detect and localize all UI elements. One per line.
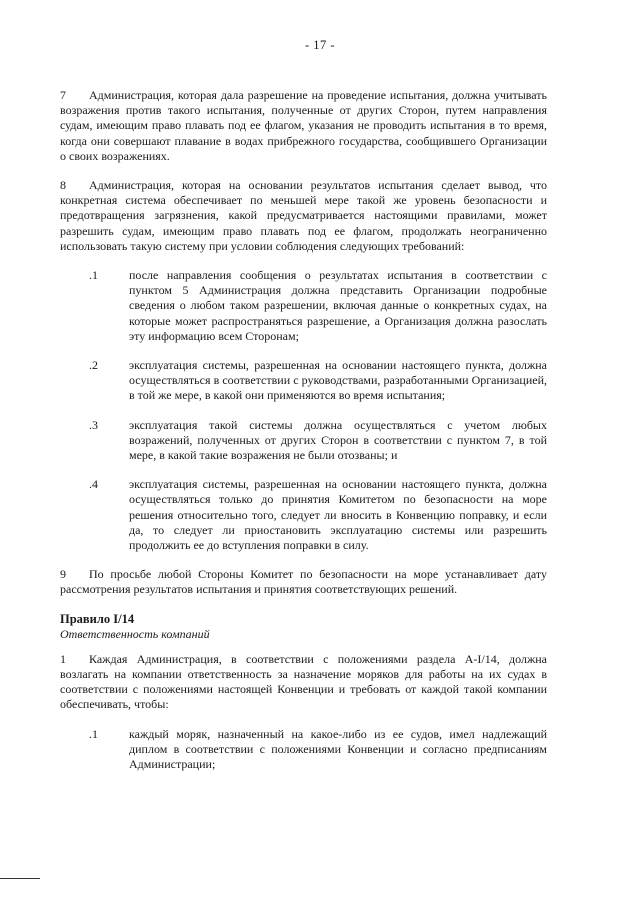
paragraph-text: Администрация, которая дала разрешение на проведение испытания, должна учитывать возражения против такого испытания, полученные от других Сторон, путем направления судам, имеющим право плавать под ее флагом, указания не проводить испытания в то время, когда они совершают плавание в водах прибрежного государства, сообщившего Организации о своих возражениях. <box>60 88 547 163</box>
paragraph-number: 1 <box>60 651 66 666</box>
rule-subtitle: Ответственность компаний <box>60 626 210 641</box>
page-content <box>60 88 547 786</box>
subitem-8-4 <box>60 477 547 553</box>
subitem-number: .4 <box>89 477 98 492</box>
paragraph-number: 7 <box>60 88 66 102</box>
subitem-number: .1 <box>89 726 98 741</box>
subitem-text: эксплуатация системы, разрешенная на основании настоящего пункта, должна осуществляться в соответствии с руководствами, разработанными Организацией, в той же мере, в какой они применяются во время испытания; <box>129 358 547 403</box>
rule-paragraph-1 <box>60 652 547 713</box>
subitem-text: после направления сообщения о результатах испытания в соответствии с пунктом 5 Администрация должна представить Организации подробные сведения о любом таком разрешении, включая данные о конкретных судах, на которые может распространяться разрешение, а Организация должна разослать эту информацию всем Сторонам; <box>129 268 547 343</box>
subitem-number: .1 <box>89 268 98 283</box>
paragraph-number: 8 <box>60 178 66 193</box>
paragraph-number: 9 <box>60 567 66 582</box>
subitem-number: .2 <box>89 358 98 373</box>
page-number: - 17 - <box>304 38 336 52</box>
rule-subitem-1 <box>60 727 547 773</box>
rule-title: Правило I/14 <box>60 611 135 626</box>
subitem-8-2 <box>60 358 547 404</box>
paragraph-text: Каждая Администрация, в соответствии с положениями раздела A-I/14, должна возлагать на компании ответственность за назначение моряков для работы на их судах в соответствии с положениями настоящей Конвенции и требовать от каждой такой компании обеспечивать, чтобы: <box>60 651 547 712</box>
subitem-number: .3 <box>89 417 98 432</box>
paragraph-8 <box>60 178 547 254</box>
paragraph-text: По просьбе любой Стороны Комитет по безопасности на море устанавливает дату рассмотрения результатов испытания и принятия соответствующих решений. <box>60 567 547 597</box>
subitem-text: эксплуатация системы, разрешенная на основании настоящего пункта, должна осуществляться только до принятия Комитетом по безопасности на море решения относительно того, следует ли вносить в Конвенцию поправку, и если да, то следует ли приостановить эксплуатацию системы или разрешить продолжить ее до вступления поправки в силу. <box>129 477 547 553</box>
paragraph-7 <box>60 88 547 164</box>
subitem-text: каждый моряк, назначенный на какое-либо из ее судов, имел надлежащий диплом в соответствии с положениями Конвенции и согласно предписаниям Администрации; <box>129 726 547 771</box>
paragraph-text: Администрация, которая на основании результатов испытания сделает вывод, что конкретная система обеспечивает по меньшей мере такой же уровень безопасности и предотвращения загрязнения, какой предусматривается настоящими правилами, может разрешить судам, имеющим право плавать под ее флагом, продолжать неограниченно использовать такую систему при условии соблюдения следующих требований: <box>60 178 547 253</box>
subitem-8-1 <box>60 268 547 344</box>
subitem-8-3 <box>60 418 547 464</box>
subitem-text: эксплуатация такой системы должна осуществляться с учетом любых возражений, полученных от других Сторон в соответствии с пунктом 7, в той мере, в какой такие возражения не были отозваны; и <box>129 417 547 463</box>
paragraph-9 <box>60 567 547 597</box>
footer-divider <box>0 878 40 879</box>
